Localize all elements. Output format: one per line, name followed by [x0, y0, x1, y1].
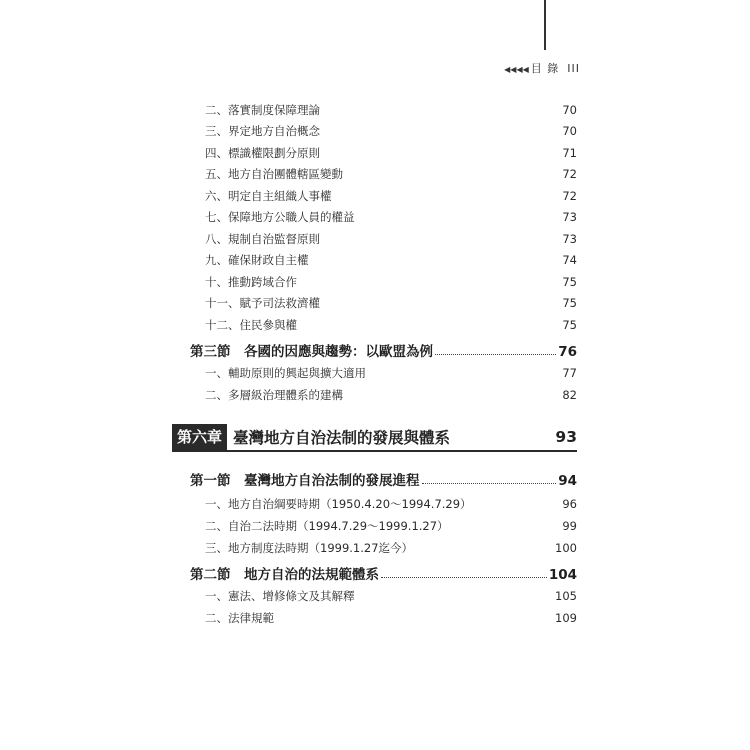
chapter-page: 93	[555, 428, 577, 446]
toc-item-title: 十、推動跨域合作	[205, 275, 297, 289]
toc-item[interactable]	[205, 316, 577, 334]
toc-section-2[interactable]	[190, 561, 577, 583]
toc-item[interactable]	[205, 294, 577, 312]
toc-item-title: 一、憲法、增修條文及其解釋	[205, 589, 355, 603]
toc-item-page: 77	[562, 366, 577, 380]
toc-item-page: 72	[562, 167, 577, 181]
toc-item-page: 74	[562, 253, 577, 267]
chapter-title: 臺灣地方自治法制的發展與體系	[233, 429, 451, 447]
chapter-underline	[172, 450, 577, 452]
toc-item-page: 72	[562, 189, 577, 203]
toc-section-1[interactable]	[190, 467, 577, 489]
toc-item-page: 105	[555, 589, 577, 603]
section-title: 第一節 臺灣地方自治法制的發展進程	[190, 473, 420, 489]
dot-leader	[381, 576, 547, 578]
toc-item-title: 一、輔助原則的興起與擴大適用	[205, 366, 366, 380]
toc-item[interactable]	[205, 273, 577, 291]
toc-item-title: 二、法律規範	[205, 611, 274, 625]
toc-item-page: 70	[562, 103, 577, 117]
toc-item-page: 70	[562, 124, 577, 138]
toc-item-title: 十一、賦予司法救濟權	[205, 296, 320, 310]
toc-item-page: 75	[562, 318, 577, 332]
toc-item[interactable]	[205, 364, 577, 382]
toc-item-title: 十二、住民參與權	[205, 318, 297, 332]
toc-item-page: 100	[555, 541, 577, 555]
running-head	[504, 60, 580, 76]
toc-item[interactable]	[205, 609, 577, 627]
toc-item[interactable]	[205, 495, 577, 513]
header-divider-line	[544, 0, 546, 50]
toc-item-page: 73	[562, 232, 577, 246]
section-page: 104	[548, 567, 577, 583]
toc-item-title: 四、標識權限劃分原則	[205, 146, 320, 160]
toc-item-page: 75	[562, 275, 577, 289]
section-page: 94	[558, 473, 577, 489]
toc-item-title: 二、多層級治理體系的建構	[205, 388, 343, 402]
toc-item[interactable]	[205, 251, 577, 269]
toc-item[interactable]	[205, 187, 577, 205]
toc-item-page: 73	[562, 210, 577, 224]
toc-item-title: 八、規制自治監督原則	[205, 232, 320, 246]
toc-item[interactable]	[205, 539, 577, 557]
dot-leader	[422, 482, 557, 484]
toc-item[interactable]	[205, 517, 577, 535]
triangle-arrows-icon: ◀◀◀◀	[504, 65, 529, 74]
toc-item[interactable]	[205, 165, 577, 183]
section-page: 76	[558, 344, 577, 360]
chapter-heading[interactable]	[172, 424, 577, 450]
chapter-number: 第六章	[172, 424, 227, 450]
toc-item-title: 二、自治二法時期（1994.7.29～1999.1.27）	[205, 519, 449, 533]
page-number-roman: III	[567, 62, 580, 75]
toc-item-title: 二、落實制度保障理論	[205, 103, 320, 117]
toc-item-page: 109	[555, 611, 577, 625]
toc-item[interactable]	[205, 122, 577, 140]
toc-item-page: 71	[562, 146, 577, 160]
toc-item-page: 82	[562, 388, 577, 402]
toc-item-title: 六、明定自主組織人事權	[205, 189, 332, 203]
running-head-title: 目 錄	[530, 62, 560, 75]
toc-item-title: 九、確保財政自主權	[205, 253, 309, 267]
toc-item-page: 99	[562, 519, 577, 533]
dot-leader	[435, 353, 556, 355]
toc-item[interactable]	[205, 230, 577, 248]
toc-section-3[interactable]	[190, 338, 577, 360]
toc-item-page: 96	[562, 497, 577, 511]
section-title: 第二節 地方自治的法規範體系	[190, 567, 379, 583]
toc-item-title: 三、地方制度法時期（1999.1.27迄今）	[205, 541, 414, 555]
toc-item-title: 三、界定地方自治概念	[205, 124, 320, 138]
toc-item[interactable]	[205, 101, 577, 119]
toc-item[interactable]	[205, 587, 577, 605]
toc-item-title: 七、保障地方公職人員的權益	[205, 210, 355, 224]
section-title: 第三節 各國的因應與趨勢：以歐盟為例	[190, 344, 433, 360]
toc-item-title: 一、地方自治綱要時期（1950.4.20～1994.7.29）	[205, 497, 472, 511]
toc-item-title: 五、地方自治團體轄區變動	[205, 167, 343, 181]
toc-item[interactable]	[205, 208, 577, 226]
toc-item[interactable]	[205, 144, 577, 162]
toc-item-page: 75	[562, 296, 577, 310]
toc-item[interactable]	[205, 386, 577, 404]
